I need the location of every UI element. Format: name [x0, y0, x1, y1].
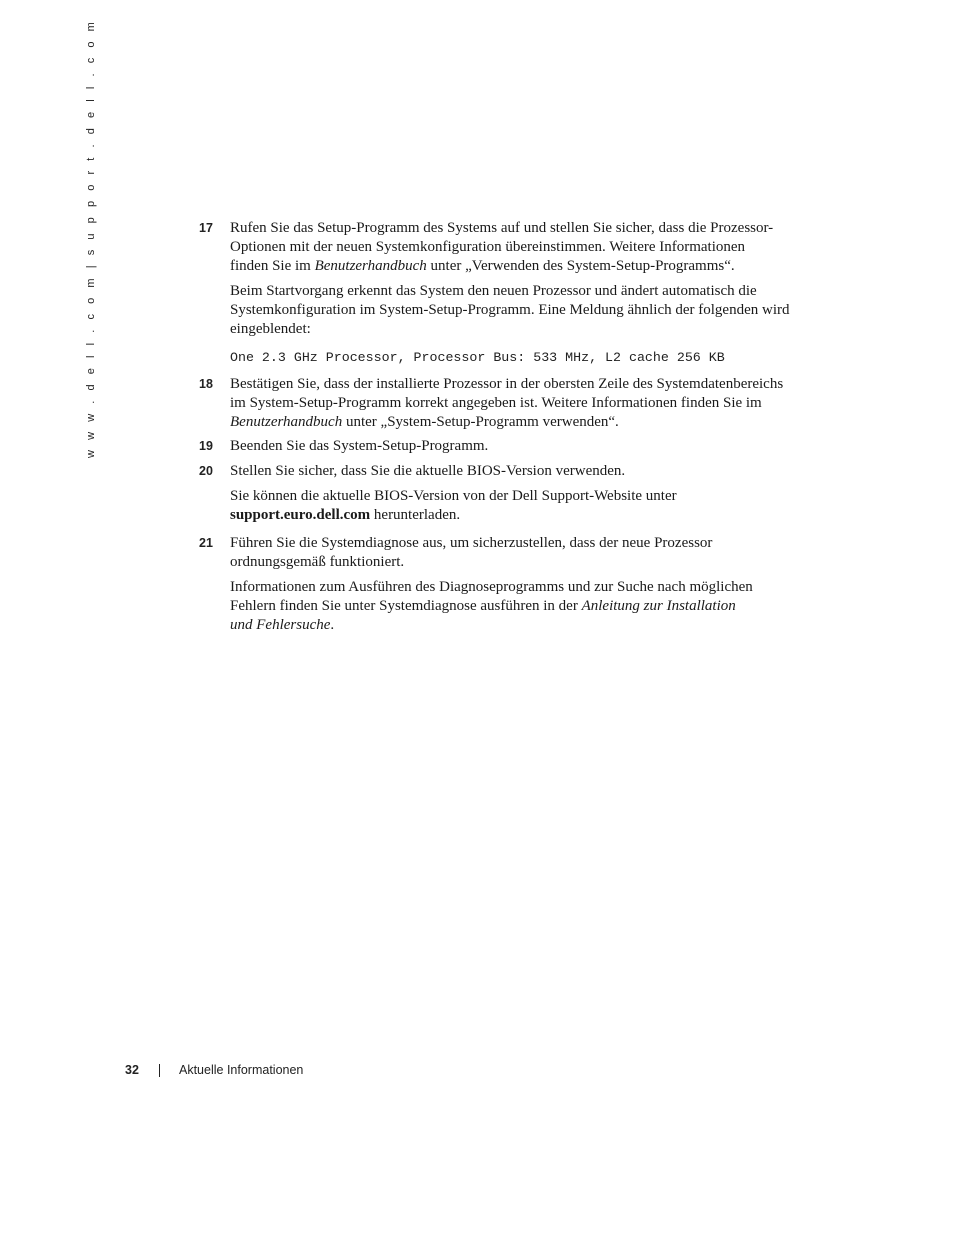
text-line	[230, 487, 820, 506]
page-number: 32	[125, 1063, 139, 1077]
website-link-text: support.euro.dell.com	[230, 507, 371, 523]
text-line	[230, 534, 820, 553]
body-text: Sie können die aktuelle BIOS-Version von der Dell Support-Website unter	[230, 488, 677, 504]
step-21-number: 21	[199, 536, 213, 550]
sidebar-website-url: w w w . d e l l . c o m | s u p p o r t . d e l l . c o m	[85, 18, 97, 458]
step-17-paragraph-2	[230, 282, 820, 339]
body-text: Bestätigen Sie, dass der installierte Prozessor in der obersten Zeile des Systemdatenbereichs	[230, 376, 784, 392]
body-text: Systemkonfiguration im System-Setup-Programm. Eine Meldung ähnlich der folgenden wird	[230, 302, 790, 318]
text-line	[230, 437, 820, 456]
emphasis-text: Anleitung zur Installation	[581, 598, 736, 614]
body-text: herunterladen.	[370, 507, 461, 523]
step-20-paragraph-1	[230, 462, 820, 481]
processor-message-code: One 2.3 GHz Processor, Processor Bus: 533 MHz, L2 cache 256 KB	[230, 350, 725, 365]
body-text: Optionen mit der neuen Systemkonfiguration übereinstimmen. Weitere Informationen	[230, 239, 746, 255]
text-line	[230, 394, 820, 413]
text-line	[230, 413, 820, 432]
step-18-number: 18	[199, 377, 213, 391]
step-21-paragraph-1	[230, 534, 820, 572]
body-text: Beim Startvorgang erkennt das System den neuen Prozessor und ändert automatisch die	[230, 283, 757, 299]
emphasis-text: Benutzerhandbuch	[230, 414, 343, 430]
text-line	[230, 219, 820, 238]
body-text: eingeblendet:	[230, 321, 311, 337]
body-text: Führen Sie die Systemdiagnose aus, um sicherzustellen, dass der neue Prozessor	[230, 535, 713, 551]
footer-separator	[159, 1064, 160, 1077]
body-text: im System-Setup-Programm korrekt angegeben ist. Weitere Informationen finden Sie im	[230, 395, 762, 411]
text-line	[230, 506, 820, 525]
text-line	[230, 238, 820, 257]
body-text: Informationen zum Ausführen des Diagnoseprogramms und zur Suche nach möglichen	[230, 579, 753, 595]
text-line	[230, 597, 820, 616]
text-line	[230, 616, 820, 635]
text-line	[230, 257, 820, 276]
text-line	[230, 462, 820, 481]
footer-section-title: Aktuelle Informationen	[179, 1063, 304, 1077]
text-line	[230, 578, 820, 597]
body-text: finden Sie im	[230, 258, 315, 274]
body-text: .	[330, 617, 335, 633]
body-text: ordnungsgemäß funktioniert.	[230, 554, 405, 570]
body-text: Stellen Sie sicher, dass Sie die aktuelle BIOS-Version verwenden.	[230, 463, 626, 479]
body-text: Beenden Sie das System-Setup-Programm.	[230, 438, 489, 454]
step-17-paragraph-1	[230, 219, 820, 276]
body-text: unter „Verwenden des System-Setup-Programms“.	[426, 258, 735, 274]
step-20-paragraph-2	[230, 487, 820, 525]
text-line	[230, 282, 820, 301]
text-line	[230, 553, 820, 572]
step-18-paragraph-1	[230, 375, 820, 432]
step-19-paragraph-1	[230, 437, 820, 456]
step-21-paragraph-2	[230, 578, 820, 635]
step-17-number: 17	[199, 221, 213, 235]
step-19-number: 19	[199, 439, 213, 453]
body-text: unter „System-Setup-Programm verwenden“.	[342, 414, 619, 430]
text-line	[230, 375, 820, 394]
text-line	[230, 320, 820, 339]
step-20-number: 20	[199, 464, 213, 478]
emphasis-text: und Fehlersuche	[230, 617, 331, 633]
emphasis-text: Benutzerhandbuch	[314, 258, 427, 274]
body-text: Fehlern finden Sie unter Systemdiagnose ausführen in der	[230, 598, 582, 614]
text-line	[230, 301, 820, 320]
body-text: Rufen Sie das Setup-Programm des Systems auf und stellen Sie sicher, dass die Prozessor-	[230, 220, 774, 236]
